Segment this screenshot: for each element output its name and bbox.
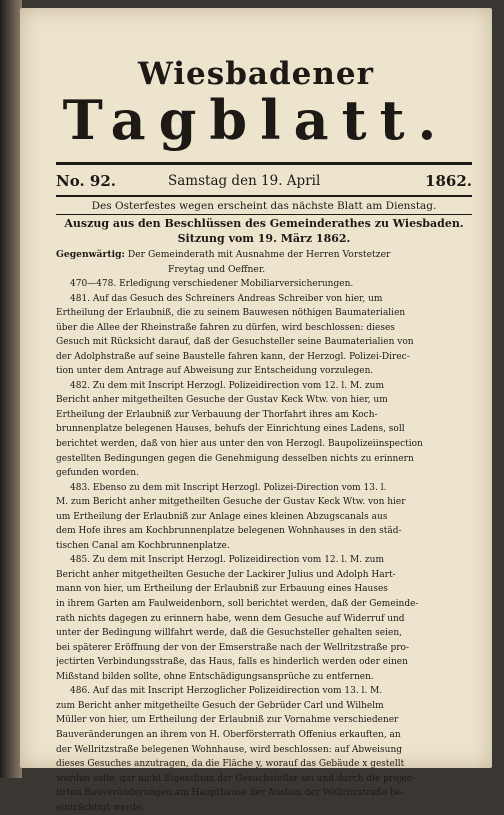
masthead-line1: Wiesbadener — [138, 56, 374, 92]
dateline-rule — [56, 195, 472, 197]
article-line: 470—478. Erledigung verschiedener Mobiliarversicherungen. — [70, 279, 354, 289]
article-line: der Wellritzstraße belegenen Wohnhause, wird beschlossen: auf Abweisung — [56, 744, 403, 755]
article-line: Ertheilung der Erlaubniß, die zu seinem Bauwesen nöthigen Baumaterialien — [56, 308, 406, 319]
newspaper-page — [20, 8, 492, 813]
article-line: Gesuch mit Rücksicht darauf, daß der Gesuchsteller seine Baumaterialien von — [56, 337, 414, 348]
article-line: brunnenplatze belegenen Hauses, behufs der Einrichtung eines Ladens, soll — [56, 424, 405, 435]
issue-date: Samstag den 19. April — [168, 173, 321, 189]
article-line: werden solle, gar nicht Eigenthum der Gesuchsteller sei und durch die projec- — [56, 773, 415, 784]
article-line: 485. Zu dem mit Inscript Herzogl. Polizeidirection vom 12. l. M. zum — [70, 555, 384, 566]
article-line: Bauveränderungen an ihrem von H. Oberförsterrath Offenius erkauften, an — [56, 729, 401, 740]
article-line: 483. Ebenso zu dem mit Inscript Herzogl. Polizei-Direction vom 13. l. — [70, 482, 387, 493]
article-line: 486. Auf das mit Inscript Herzoglicher Polizeidirection vom 13. l. M. — [70, 686, 383, 697]
article-line: Müller von hier, um Ertheilung der Erlaubniß zur Vornahme verschiedener — [56, 715, 399, 726]
dateline — [56, 169, 472, 193]
article-line: der Adolphstraße auf seine Baustelle fahren kann, der Herzogl. Polizei-Direc- — [56, 351, 410, 362]
masthead-rule — [56, 162, 472, 165]
attendance-line1: Der Gemeinderath mit Ausnahme der Herren Vorstetzer — [127, 249, 391, 260]
article-line: tion unter dem Antrage auf Abweisung zur Entscheidung vorzulegen. — [56, 366, 374, 377]
article-line: Bericht anher mitgetheilten Gesuche der Lackirer Julius und Adolph Hart- — [56, 569, 396, 580]
issue-year: 1862. — [425, 172, 472, 190]
article-line: 482. Zu dem mit Inscript Herzogl. Polizeidirection vom 12. l. M. zum — [70, 380, 384, 391]
article-line: M. zum Bericht anher mitgetheilten Gesuche der Gustav Keck Wtw. von hier — [56, 497, 406, 508]
article-line: berichtet werden, daß von hier aus unter den von Herzogl. Baupolizeiinspection — [56, 439, 423, 450]
article-line: tischen Canal am Kochbrunnenplatze. — [56, 540, 230, 551]
article-line: gefunden worden. — [56, 468, 139, 479]
article-line: um Ertheilung der Erlaubniß zur Anlage eines kleinen Abzugscanals aus — [56, 511, 388, 522]
issue-number: No. 92. — [56, 172, 116, 190]
attendance — [56, 248, 472, 277]
attendance-label: Gegenwärtig: — [56, 249, 125, 260]
article-line: 481. Auf das Gesuch des Schreiners Andreas Schreiber von hier, um — [70, 293, 383, 304]
article-line: dem Hofe ihres am Kochbrunnenplatze belegenen Wohnhauses in den städ- — [56, 526, 402, 537]
article-line: gestellten Bedingungen gegen die Genehmigung desselben nichts zu erinnern — [56, 453, 414, 464]
article-line: tirten Bauveränderungen am Haupthause der Ausbau der Wellritzstraße be- — [56, 788, 405, 799]
article-line: jectirten Verbindungsstraße, das Haus, falls es hinderlich werden oder einen — [56, 657, 408, 668]
article-line: Mißstand bilden sollte, ohne Entschädigungsansprüche zu entfernen. — [56, 671, 374, 682]
notice-rule — [56, 214, 472, 215]
article-line: in ihrem Garten am Faulweidenborn, soll berichtet werden, daß der Gemeinde- — [56, 599, 419, 610]
article-line: Ertheilung der Erlaubniß zur Verbauung der Thorfahrt ihres am Koch- — [56, 409, 378, 420]
article-line: dieses Gesuches anzutragen, da die Fläche y, worauf das Gebäude x gestellt — [56, 759, 405, 770]
article-line: bei späterer Eröffnung der von der Emserstraße nach der Wellritzstraße pro- — [56, 642, 409, 653]
article-line: Bericht anher mitgetheilten Gesuche der Gustav Keck Wtw. von hier, um — [56, 395, 388, 406]
article-line: einträchtigt werde. — [56, 802, 145, 813]
article-title — [56, 216, 472, 246]
article-line: unter der Bedingung willfahrt werde, daß die Gesuchsteller gehalten seien, — [56, 628, 402, 639]
article-line: zum Bericht anher mitgetheilte Gesuch der Gebrüder Carl und Wilhelm — [56, 700, 384, 711]
masthead-line2: Tagblatt. — [62, 88, 450, 152]
easter-notice: Des Osterfestes wegen erscheint das nächste Blatt am Dienstag. — [91, 200, 437, 212]
book-binding — [0, 0, 22, 778]
article-title-line2: Sitzung vom 19. März 1862. — [177, 232, 351, 245]
article-line: mann von hier, um Ertheilung der Erlaubniß zur Erbauung eines Hauses — [56, 584, 388, 595]
article-body — [56, 277, 472, 815]
article-line: rath nichts dagegen zu erinnern habe, wenn dem Gesuche auf Widerruf und — [56, 613, 405, 624]
article-line: über die Allee der Rheinstraße fahren zu dürfen, wird beschlossen: dieses — [56, 322, 395, 333]
article-title-line1: Auszug aus den Beschlüssen des Gemeinderathes zu Wiesbaden. — [64, 217, 464, 230]
attendance-line2: Freytag und Oeffner. — [168, 263, 266, 275]
